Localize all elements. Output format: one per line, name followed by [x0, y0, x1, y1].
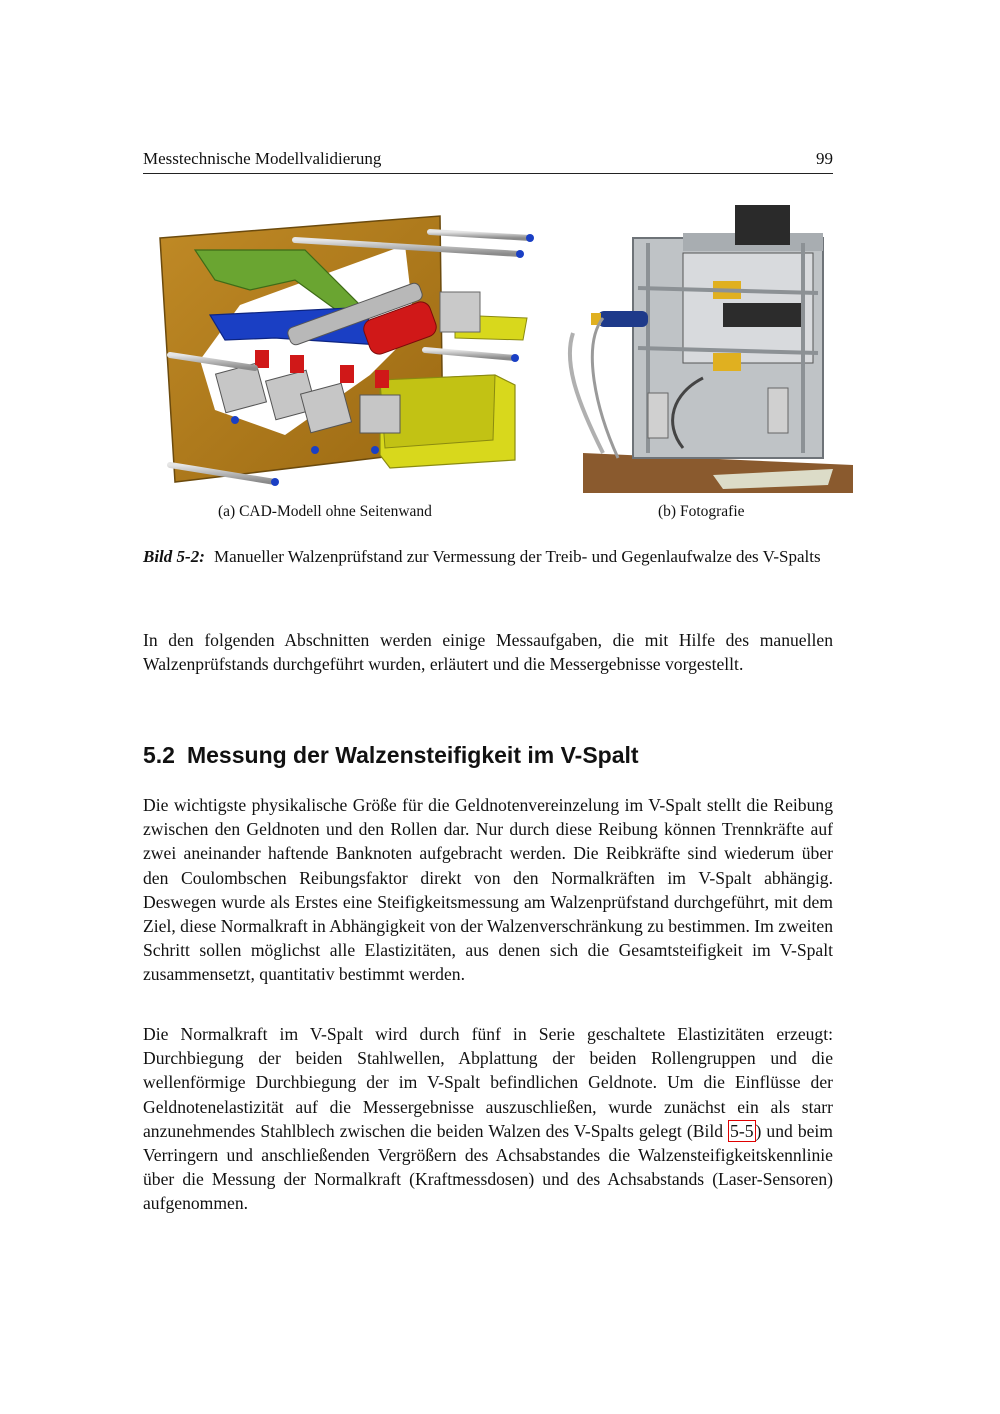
body-paragraph-1: Die wichtigste physikalische Größe für die Geldnotenvereinzelung im V-Spalt stellt die Reibung zwischen den Geldnoten und den Rollen dar. Nur durch diese Reibung können Trennkräfte auf zwei aneinander haftende Banknoten aufgebracht werden. Die Reibkräfte sind wiederum über den Coulombschen Reibungsfaktor direkt von den Normalkräften im V-Spalt abhängig. Deswegen wurde als Erstes eine Steifigkeitsmessung am Walzenprüfstand durchgeführt, mit dem Ziel, diese Normalkraft in Abhängigkeit von der Walzenverschränkung zu bestimmen. Im zweiten Schritt sollen möglichst alle Elastizitäten, aus denen sich die Gesamtsteifigkeit im V-Spalt zusammensetzt, quantitativ bestimmt werden.	[143, 795, 833, 985]
section-title: Messung der Walzensteifigkeit im V-Spalt	[186, 742, 639, 768]
figure-label: Bild 5-2:	[143, 547, 205, 566]
section-heading	[143, 742, 639, 769]
paragraph-2-text-a: Die Normalkraft im V-Spalt wird durch fünf in Serie geschaltete Elastizitäten erzeugt: Durchbiegung der beiden Stahlwellen, Abplattung der beiden Rollengruppen und die wellenförmige Durchbiegung der im V-Spalt befindlichen Geldnote. Um die Einflüsse der Geldnotenelastizität auf die Messergebnisse auszuschließen, wurde zunächst ein als starr anzunehmendes Stahlblech zwischen die beiden Walzen des V-Spalts gelegt (Bild	[143, 1024, 833, 1141]
figure-reference-link[interactable]: 5-5	[730, 1120, 754, 1141]
running-header	[143, 149, 833, 174]
body-paragraph-2	[143, 1022, 833, 1216]
intro-paragraph: In den folgenden Abschnitten werden einige Messaufgaben, die mit Hilfe des manuellen Walzenprüfstands durchgeführt wurden, erläutert und die Messergebnisse vorgestellt.	[143, 630, 833, 675]
running-header-title: Messtechnische Modellvalidierung	[143, 149, 382, 168]
test-stand-photo	[563, 193, 853, 493]
subcaption-b: (b) Fotografie	[658, 503, 745, 520]
figure-caption	[143, 545, 833, 569]
figure-caption-text: Manueller Walzenprüfstand zur Vermessung der Treib- und Gegenlaufwalze des V-Spalts	[214, 547, 821, 566]
subcaption-a: (a) CAD-Modell ohne Seitenwand	[218, 503, 432, 520]
page-number: 99	[816, 149, 833, 168]
cad-model-figure	[155, 210, 535, 490]
paragraph-2-text-b: ) und beim Verringern und anschließenden Vergrößern des Achsabstandes die Walzensteifigkeitskennlinie über die Messung der Normalkraft (Kraftmessdosen) und des Achsabstands (Laser-Sensoren) aufgenommen.	[143, 1120, 833, 1214]
section-number: 5.2	[143, 742, 175, 768]
